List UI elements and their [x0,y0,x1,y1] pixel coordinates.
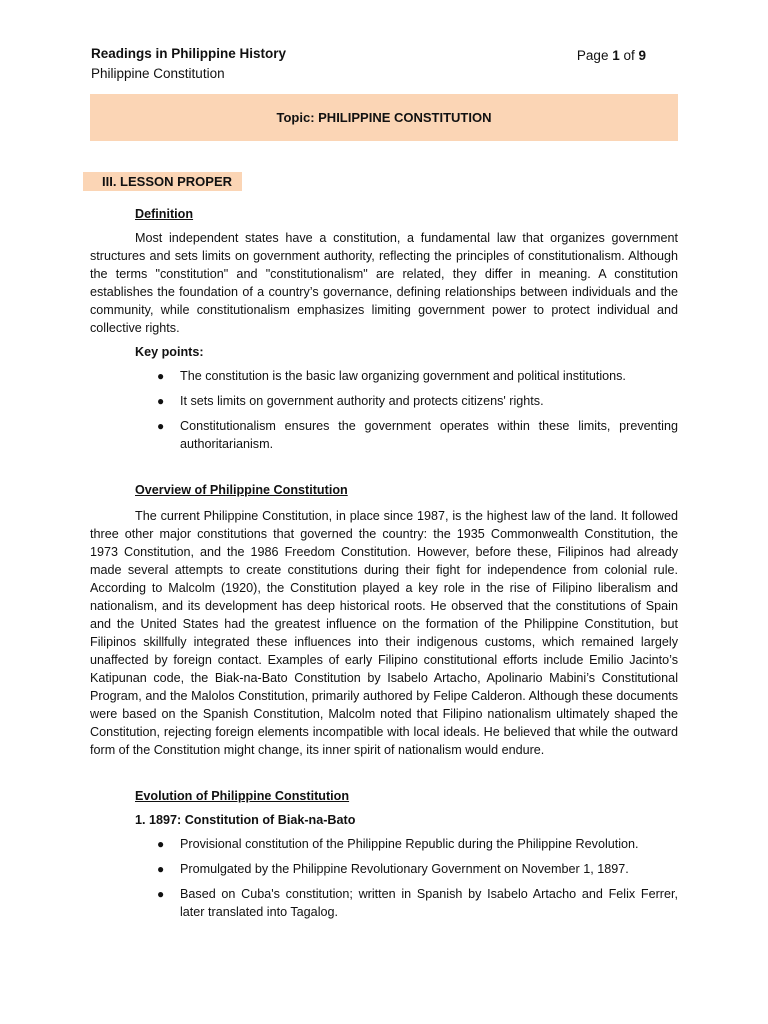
list-item [90,835,678,853]
list-item-text: Based on Cuba's constitution; written in Spanish by Isabelo Artacho and Felix Ferrer, later translated into Tagalog. [180,887,678,919]
list-item [90,417,678,453]
page-of: of [619,48,639,63]
lesson-proper-label: III. LESSON PROPER [83,172,242,191]
page-prefix: Page [576,48,613,63]
key-points-list [90,367,678,453]
bullet-icon: ● [157,369,165,383]
page-number [577,48,646,63]
list-item [90,885,678,921]
list-item [90,860,678,878]
evolution-heading: Evolution of Philippine Constitution [135,789,350,803]
lesson-content [90,205,678,921]
bullet-icon: ● [157,887,165,901]
evolution-item-1-list [90,835,678,921]
list-item-text: It sets limits on government authority and protects citizens' rights. [180,394,544,408]
overview-heading: Overview of Philippine Constitution [135,483,348,497]
header-course-title: Readings in Philippine History [91,46,287,61]
bullet-icon: ● [157,419,165,433]
list-item-text: Provisional constitution of the Philippine Republic during the Philippine Revolution. [180,837,639,851]
key-points-label: Key points: [135,345,204,359]
overview-paragraph: The current Philippine Constitution, in place since 1987, is the highest law of the land. It followed three other major constitutions that governed the country: the 1935 Commonwealth Constitution, the 1973 Constitution, and the 1986 Freedom Constitution. However, before these, Filipinos had already made several attempts to create constitutions during their fight for independence from colonial rule. According to Malcolm (1920), the Constitution played a key role in the rise of Filipino liberalism and nationalism, and its development has deep historical roots. He observed that the constitutions of Spain and the United States had the greatest influence on the formation of the Philippine Constitution, but Filipinos skillfully integrated these influences into their indigenous customs, which remained largely unaffected by foreign contact. Examples of early Filipino constitutional efforts include Emilio Jacinto’s Katipunan code, the Biak-na-Bato Constitution by Isabelo Artacho, Apolinario Mabini’s Constitutional Program, and the Malolos Constitution, primarily authored by Felipe Calderon. Although these documents were based on the Spanish Constitution, Malcolm noted that Filipino nationalism ultimately shaped the Constitution, rejecting foreign elements incompatible with local ideals. He believed that while the outward form of the Constitution might change, its inner spirit of nationalism would endure. [90,509,678,757]
topic-banner: Topic: PHILIPPINE CONSTITUTION [90,94,678,141]
page-current: 1 [612,48,620,63]
list-item-text: The constitution is the basic law organizing government and political institutions. [180,369,626,383]
page-total: 9 [638,48,646,63]
list-item [90,392,678,410]
list-item-text: Constitutionalism ensures the government operates within these limits, preventing authoritarianism. [180,419,678,451]
header-subtitle: Philippine Constitution [91,66,225,81]
bullet-icon: ● [157,837,165,851]
definition-heading: Definition [135,207,194,221]
list-item-text: Promulgated by the Philippine Revolutionary Government on November 1, 1897. [180,862,629,876]
definition-paragraph: Most independent states have a constitution, a fundamental law that organizes government structures and sets limits on government authority, reflecting the principles of constitutionalism. Although the terms "constitution" and "constitutionalism" are related, they differ in meaning. A constitution establishes the foundation of a country’s governance, defining relationships between individuals and the community, while constitutionalism emphasizes limiting government power to protect individual and collective rights. [90,231,678,335]
list-item [90,367,678,385]
bullet-icon: ● [157,394,165,408]
evolution-item-1-title: 1. 1897: Constitution of Biak-na-Bato [135,813,356,827]
bullet-icon: ● [157,862,165,876]
